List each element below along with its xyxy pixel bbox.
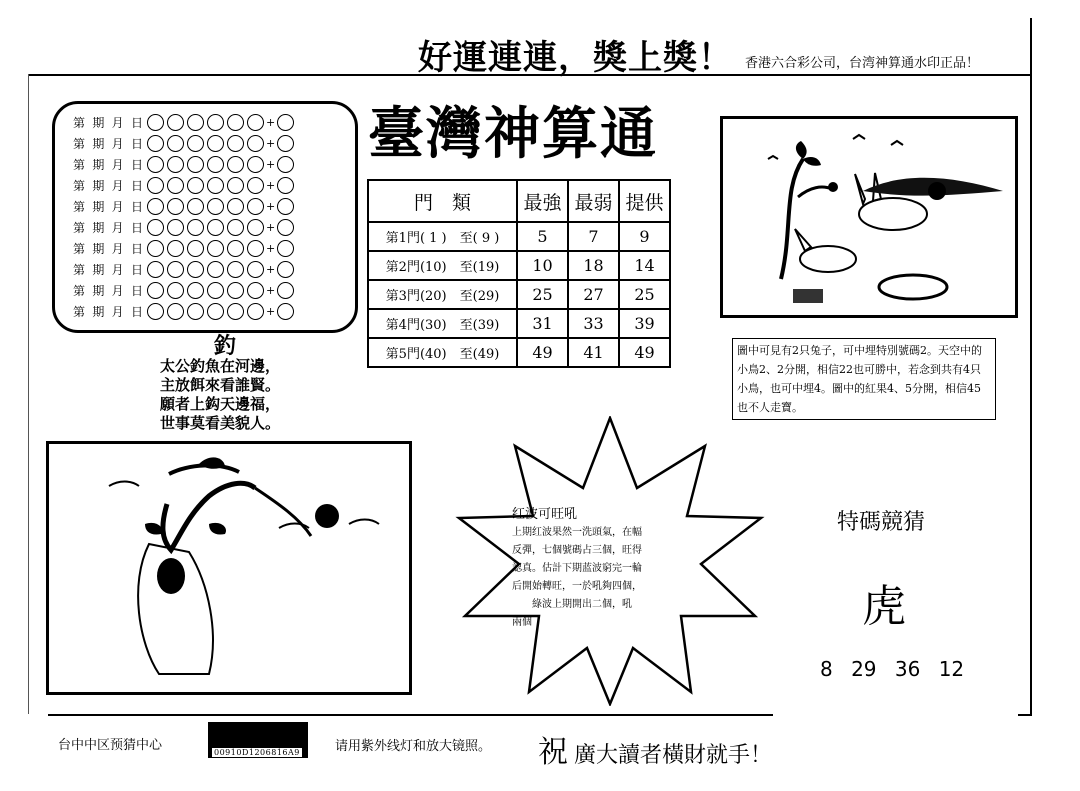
- strongest-cell: 5: [517, 222, 568, 251]
- number-circle: [167, 135, 184, 152]
- weakest-cell: 7: [568, 222, 619, 251]
- plus-sign: +: [266, 157, 276, 171]
- number-circle: [247, 135, 264, 152]
- table-row: [368, 251, 670, 280]
- record-row-label: [73, 135, 147, 152]
- number-circle: [187, 303, 204, 320]
- header-category: 門 類: [368, 180, 517, 222]
- poem-line: 願者上鈎天邊福，: [160, 395, 281, 413]
- number-circle: [187, 135, 204, 152]
- record-row-label-part: 期: [92, 136, 105, 151]
- special-number-circle: [277, 303, 294, 320]
- guess-title: 特碼競猜: [837, 510, 926, 535]
- number-circle: [227, 261, 244, 278]
- record-row-label: [73, 177, 147, 194]
- footer-blessing-text: 廣大讀者橫財就手！: [574, 743, 773, 768]
- number-circle: [207, 240, 224, 257]
- number-circle: [167, 303, 184, 320]
- record-row-label-part: 第: [73, 262, 86, 277]
- weakest-cell: 33: [568, 309, 619, 338]
- number-circle: [147, 135, 164, 152]
- plus-sign: +: [266, 262, 276, 276]
- record-row-circles: [147, 114, 264, 131]
- record-row-label-part: 期: [92, 220, 105, 235]
- record-row-label-part: 第: [73, 157, 86, 172]
- number-circle: [167, 219, 184, 236]
- plus-sign: +: [266, 241, 276, 255]
- record-row-label-part: 第: [73, 178, 86, 193]
- number-circle: [227, 303, 244, 320]
- record-row: [73, 259, 294, 279]
- strongest-cell: 49: [517, 338, 568, 367]
- number-circle: [207, 177, 224, 194]
- record-row-label-part: 月: [111, 220, 124, 235]
- number-circle: [167, 261, 184, 278]
- record-row-label-part: 第: [73, 241, 86, 256]
- offer-cell: 39: [619, 309, 670, 338]
- special-number-circle: [277, 219, 294, 236]
- record-row-label-part: 第: [73, 199, 86, 214]
- table-row: [368, 309, 670, 338]
- special-number-circle: [277, 261, 294, 278]
- number-circle: [147, 198, 164, 215]
- plus-sign: +: [266, 178, 276, 192]
- record-row-label-part: 日: [130, 304, 143, 319]
- number-circle: [187, 219, 204, 236]
- record-row-label-part: 第: [73, 136, 86, 151]
- number-circle: [247, 156, 264, 173]
- number-circle: [207, 282, 224, 299]
- offer-cell: 49: [619, 338, 670, 367]
- weakest-cell: 18: [568, 251, 619, 280]
- record-row-label: [73, 303, 147, 320]
- number-circle: [147, 261, 164, 278]
- number-circle: [167, 177, 184, 194]
- number-circle: [147, 219, 164, 236]
- page-title: 臺灣神算通: [368, 101, 658, 167]
- record-row-circles: [147, 198, 264, 215]
- record-row-label-part: 月: [111, 304, 124, 319]
- record-row-label-part: 月: [111, 115, 124, 130]
- record-row-label-part: 日: [130, 199, 143, 214]
- number-circle: [207, 114, 224, 131]
- plus-sign: +: [266, 136, 276, 150]
- record-row: [73, 154, 294, 174]
- fisherman-illustration: [46, 441, 412, 695]
- number-circle: [207, 219, 224, 236]
- number-circle: [187, 240, 204, 257]
- record-row-label-part: 月: [111, 262, 124, 277]
- footer-blessing: [538, 727, 772, 771]
- record-grid: [52, 101, 358, 333]
- record-row-label-part: 期: [92, 199, 105, 214]
- record-row-circles: [147, 177, 264, 194]
- number-circle: [227, 219, 244, 236]
- record-row-label-part: 日: [130, 262, 143, 277]
- starburst-text: [512, 506, 672, 632]
- special-number-circle: [277, 177, 294, 194]
- picture-caption: 圖中可見有2只兔子，可中埋特別號碼2。天空中的小鳥2、2分開，相信22也可勝中，若念到共有4只小鳥，也可中埋4。圖中的紅果4、5分開，相信45也不人走寶。: [732, 338, 996, 420]
- number-circle: [167, 156, 184, 173]
- strongest-cell: 10: [517, 251, 568, 280]
- record-row-label-part: 日: [130, 136, 143, 151]
- frame-top-border: [28, 74, 1030, 76]
- record-row: [73, 133, 294, 153]
- record-row-label: [73, 219, 147, 236]
- top-note: 香港六合彩公司，台湾神算通水印正品！: [745, 56, 980, 71]
- number-circle: [247, 240, 264, 257]
- number-circle: [247, 261, 264, 278]
- starburst-line: 上期红波果然一洗頭氣，在幅: [512, 527, 642, 538]
- record-row-label-part: 日: [130, 220, 143, 235]
- table-row: [368, 280, 670, 309]
- record-row-label-part: 月: [111, 283, 124, 298]
- record-row-label-part: 月: [111, 136, 124, 151]
- offer-cell: 9: [619, 222, 670, 251]
- frame-bottom-border: [48, 714, 773, 716]
- footer-blessing-big: 祝: [538, 735, 568, 770]
- number-circle: [147, 156, 164, 173]
- number-circle: [207, 135, 224, 152]
- strongest-cell: 25: [517, 280, 568, 309]
- doors-table-header: [368, 180, 670, 222]
- record-row-circles: [147, 135, 264, 152]
- header-weakest: 最弱: [568, 180, 619, 222]
- record-row-label-part: 日: [130, 283, 143, 298]
- number-circle: [147, 114, 164, 131]
- frame-right-border: [1030, 18, 1032, 714]
- record-row-label: [73, 114, 147, 131]
- guess-numbers: 8 29 36 12: [820, 657, 965, 681]
- record-row-circles: [147, 282, 264, 299]
- number-circle: [147, 282, 164, 299]
- number-circle: [187, 177, 204, 194]
- record-row-label-part: 第: [73, 115, 86, 130]
- record-row-circles: [147, 240, 264, 257]
- record-row-label-part: 月: [111, 157, 124, 172]
- number-circle: [227, 156, 244, 173]
- number-circle: [227, 240, 244, 257]
- record-row-label-part: 月: [111, 178, 124, 193]
- table-row: [368, 338, 670, 367]
- special-number-circle: [277, 198, 294, 215]
- record-row-label: [73, 198, 147, 215]
- top-slogan: 好運連連，獎上獎！: [418, 38, 733, 78]
- record-row: [73, 301, 294, 321]
- door-range-cell: 第3門(20) 至(29): [368, 280, 517, 309]
- table-row: [368, 222, 670, 251]
- record-row-label-part: 第: [73, 220, 86, 235]
- number-circle: [247, 198, 264, 215]
- number-circle: [187, 198, 204, 215]
- record-row-circles: [147, 303, 264, 320]
- plus-sign: +: [266, 283, 276, 297]
- guess-zodiac: 虎: [862, 581, 906, 632]
- record-row: [73, 280, 294, 300]
- door-range-cell: 第2門(10) 至(19): [368, 251, 517, 280]
- frame-bottom-border-right: [1018, 714, 1032, 716]
- poem-line: 太公釣魚在河邊，: [160, 357, 281, 375]
- barcode-number: 00910D1206816A9: [214, 748, 300, 757]
- record-row: [73, 238, 294, 258]
- record-row-label: [73, 240, 147, 257]
- record-row-circles: [147, 156, 264, 173]
- number-circle: [207, 261, 224, 278]
- header-strongest: 最強: [517, 180, 568, 222]
- record-row-label-part: 第: [73, 283, 86, 298]
- record-row-circles: [147, 219, 264, 236]
- record-row-label-part: 期: [92, 241, 105, 256]
- number-circle: [247, 303, 264, 320]
- number-circle: [167, 198, 184, 215]
- record-row-label-part: 日: [130, 157, 143, 172]
- record-row-label-part: 日: [130, 115, 143, 130]
- record-row: [73, 175, 294, 195]
- poem-line: 主放餌來看誰賢。: [160, 376, 281, 394]
- rabbit-drawing: [723, 119, 1015, 315]
- plus-sign: +: [266, 220, 276, 234]
- record-row-label: [73, 261, 147, 278]
- record-row-label-part: 月: [111, 241, 124, 256]
- door-range-cell: 第5門(40) 至(49): [368, 338, 517, 367]
- poem-title: 釣: [214, 333, 237, 359]
- special-number-circle: [277, 156, 294, 173]
- record-row-label-part: 第: [73, 304, 86, 319]
- plus-sign: +: [266, 115, 276, 129]
- weakest-cell: 27: [568, 280, 619, 309]
- number-circle: [247, 282, 264, 299]
- strongest-cell: 31: [517, 309, 568, 338]
- special-number-circle: [277, 240, 294, 257]
- number-circle: [187, 282, 204, 299]
- number-circle: [227, 282, 244, 299]
- record-row: [73, 112, 294, 132]
- door-range-cell: 第4門(30) 至(39): [368, 309, 517, 338]
- plus-sign: +: [266, 199, 276, 213]
- fisherman-drawing: [49, 444, 409, 692]
- rabbit-illustration: [720, 116, 1018, 318]
- record-row-label-part: 期: [92, 262, 105, 277]
- number-circle: [187, 114, 204, 131]
- record-row-label-part: 日: [130, 241, 143, 256]
- record-row-label-part: 月: [111, 199, 124, 214]
- number-circle: [207, 303, 224, 320]
- starburst-line: 后開始轉旺，一於吼夠四個，: [512, 581, 642, 592]
- starburst-title: 红波可旺吼: [512, 507, 578, 522]
- number-circle: [227, 177, 244, 194]
- doors-table: [367, 179, 671, 368]
- number-circle: [207, 156, 224, 173]
- frame-left-border: [28, 74, 29, 714]
- starburst-line: 認真。估計下期蓝波窮完一輪: [512, 563, 642, 574]
- special-number-circle: [277, 135, 294, 152]
- number-circle: [147, 177, 164, 194]
- number-circle: [207, 198, 224, 215]
- record-row-label: [73, 156, 147, 173]
- record-row-label-part: 期: [92, 283, 105, 298]
- record-row-label-part: 期: [92, 304, 105, 319]
- number-circle: [247, 114, 264, 131]
- number-circle: [167, 282, 184, 299]
- weakest-cell: 41: [568, 338, 619, 367]
- record-row-label-part: 期: [92, 115, 105, 130]
- record-row-circles: [147, 261, 264, 278]
- poem-line: 世事莫看美貌人。: [160, 414, 281, 432]
- header-offer: 提供: [619, 180, 670, 222]
- plus-sign: +: [266, 304, 276, 318]
- offer-cell: 14: [619, 251, 670, 280]
- offer-cell: 25: [619, 280, 670, 309]
- poem: [160, 357, 280, 433]
- record-row-label: [73, 282, 147, 299]
- door-range-cell: 第1門( 1 ) 至( 9 ): [368, 222, 517, 251]
- special-number-circle: [277, 114, 294, 131]
- special-number-circle: [277, 282, 294, 299]
- number-circle: [247, 177, 264, 194]
- number-circle: [247, 219, 264, 236]
- number-circle: [147, 303, 164, 320]
- record-row-label-part: 日: [130, 178, 143, 193]
- number-circle: [187, 156, 204, 173]
- number-circle: [167, 240, 184, 257]
- number-circle: [227, 114, 244, 131]
- record-row-label-part: 期: [92, 178, 105, 193]
- number-circle: [167, 114, 184, 131]
- number-circle: [187, 261, 204, 278]
- footer-instruction: 请用紫外线灯和放大镜照。: [335, 739, 492, 754]
- number-circle: [147, 240, 164, 257]
- footer-center-name: 台中中区预猜中心: [58, 738, 163, 753]
- record-row-label-part: 期: [92, 157, 105, 172]
- starburst-line: 綠波上期開出二個，吼: [512, 599, 632, 610]
- number-circle: [227, 135, 244, 152]
- record-row: [73, 217, 294, 237]
- record-row: [73, 196, 294, 216]
- starburst-line: 反彈，七個號碼占三個，旺得: [512, 545, 642, 556]
- starburst-line: 兩個: [512, 617, 532, 628]
- number-circle: [227, 198, 244, 215]
